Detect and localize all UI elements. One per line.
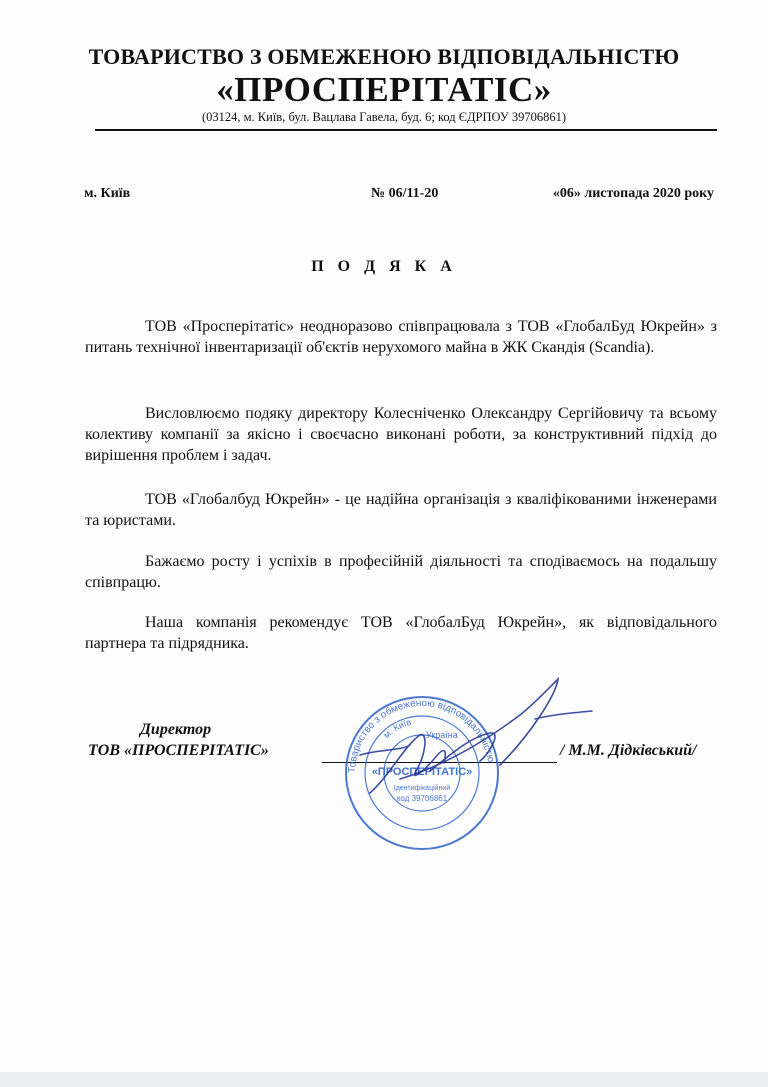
- stamp-outer-text: Товариство з обмеженою відповідальністю: [346, 697, 497, 774]
- paragraph-5: Наша компанія рекомендує ТОВ «ГлобалБуд Юкрейн», як відповідального партнера та підрядника.: [85, 614, 717, 652]
- stamp-center-text: «ПРОСПЕРІТАТІС»: [371, 766, 473, 778]
- paragraph-3: ТОВ «Глобалбуд Юкрейн» - це надійна організація з кваліфікованими інженерами та юристами.: [85, 491, 717, 529]
- company-name-line1: ТОВАРИСТВО З ОБМЕЖЕНОЮ ВІДПОВІДАЛЬНІСТЮ: [88, 44, 680, 69]
- stamp-city: м. Київ: [381, 716, 413, 741]
- stamp-country: Україна: [426, 730, 458, 740]
- company-name-line2: «ПРОСПЕРІТАТІС»: [216, 70, 552, 109]
- official-stamp-icon: [330, 675, 600, 850]
- signatory-company: ТОВ «ПРОСПЕРІТАТІС»: [88, 742, 269, 759]
- stamp-code: код 39706861: [396, 794, 448, 803]
- company-address: (03124, м. Київ, бул. Вацлава Гавела, буд. 6; код ЄДРПОУ 39706861): [201, 110, 567, 124]
- signatory-name: / М.М. Дідківський/: [560, 742, 697, 759]
- scan-edge-strip: [0, 1072, 768, 1087]
- header-divider: [95, 129, 717, 131]
- stamp-and-signature: [330, 675, 600, 850]
- paragraph-4: Бажаємо росту і успіхів в професійній діяльності та сподіваємось на подальшу співпрацю.: [85, 553, 717, 591]
- document-city: м. Київ: [84, 186, 131, 201]
- paragraph-2: Висловлюємо подяку директору Колесніченко Олександру Сергійовичу та всьому колективу компанії за якісно і своєчасно виконані роботи, за конструктивний підхід до вирішення проблем і задач.: [85, 405, 717, 464]
- signatory-title: Директор: [140, 721, 212, 738]
- stamp-sub-text: Ідентифікаційний: [393, 785, 451, 792]
- document-number: № 06/11-20: [371, 186, 439, 201]
- document-title: П О Д Я К А: [311, 258, 457, 275]
- paragraph-1: ТОВ «Просперітатіс» неодноразово співпрацювала з ТОВ «ГлобалБуд Юкрейн» з питань технічної інвентаризації об'єктів нерухомого майна в ЖК Скандія (Scandia).: [85, 318, 717, 356]
- document-date: «06» листопада 2020 року: [552, 186, 714, 201]
